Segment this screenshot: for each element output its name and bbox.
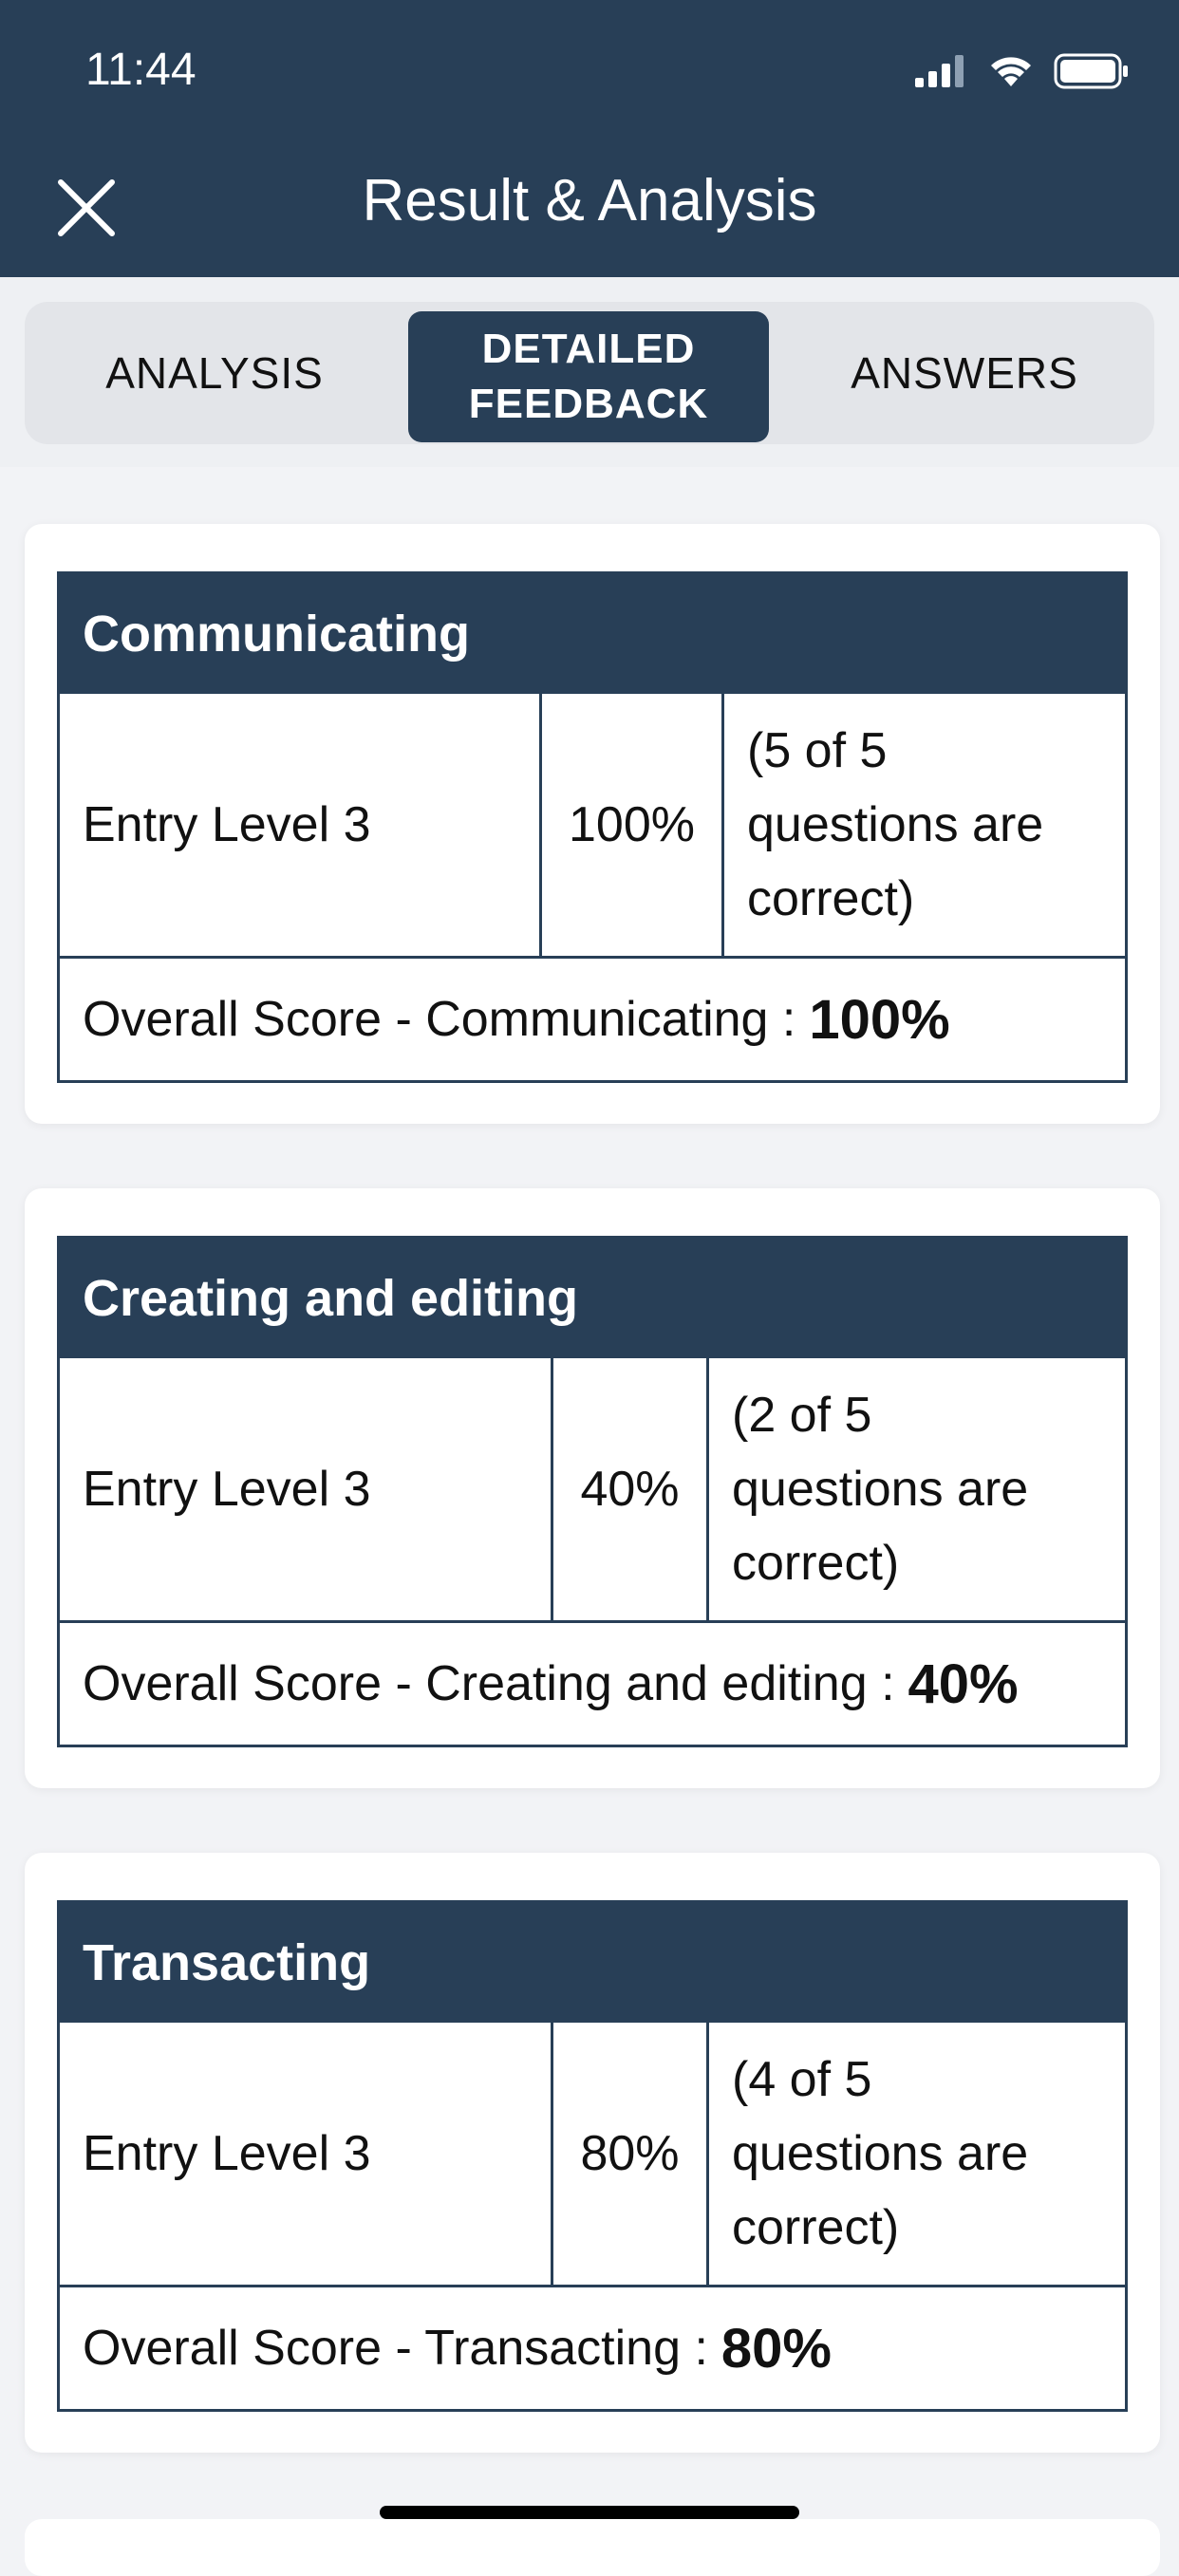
overall-score-row (60, 1623, 1125, 1745)
top-bar (0, 0, 1179, 277)
percent-cell: 40% (553, 1358, 709, 1620)
percent-cell: 100% (542, 694, 724, 956)
detail-line1: (4 of 5 (732, 2052, 872, 2107)
status-time: 11:44 (85, 45, 196, 95)
overall-score-row (60, 959, 1125, 1080)
level-cell: Entry Level 3 (60, 1358, 553, 1620)
overall-value: 40% (908, 1652, 1019, 1715)
level-cell: Entry Level 3 (60, 2023, 553, 2285)
section-title: Communicating (60, 574, 1125, 694)
wifi-icon (989, 55, 1033, 87)
tab-detailed-line1: DETAILED (481, 326, 696, 372)
tabs-container (0, 277, 1179, 467)
feedback-table (57, 571, 1128, 1083)
feedback-card-creating-and-editing (25, 1188, 1160, 1788)
detail-line2: questions are (732, 1462, 1029, 1517)
page-title: Result & Analysis (362, 168, 817, 233)
overall-label: Overall Score - Transacting : (83, 2321, 708, 2376)
detail-line2: questions are (747, 797, 1044, 852)
signal-icon (915, 55, 968, 87)
detail-line3: correct) (747, 871, 915, 926)
tab-analysis[interactable]: ANALYSIS (105, 348, 324, 398)
score-row (60, 2023, 1125, 2287)
tab-detailed-line2: FEEDBACK (468, 381, 709, 427)
detail-cell (709, 2023, 1125, 2285)
overall-value: 80% (720, 2317, 833, 2380)
feedback-card-communicating (25, 524, 1160, 1124)
tab-answers[interactable]: ANSWERS (851, 348, 1078, 398)
battery-icon (1054, 53, 1130, 89)
overall-label: Overall Score - Communicating : (83, 992, 796, 1047)
segmented-tabs (25, 302, 1154, 444)
feedback-card-transacting (25, 1853, 1160, 2453)
level-cell: Entry Level 3 (60, 694, 542, 956)
overall-label: Overall Score - Creating and editing : (83, 1656, 895, 1711)
score-row (60, 694, 1125, 959)
detail-line3: correct) (732, 2200, 900, 2255)
tab-detailed-feedback[interactable] (408, 311, 769, 442)
percent-cell: 80% (553, 2023, 709, 2285)
section-title: Transacting (60, 1903, 1125, 2023)
score-row (60, 1358, 1125, 1623)
detail-line2: questions are (732, 2126, 1029, 2181)
section-title: Creating and editing (60, 1239, 1125, 1358)
detail-line3: correct) (732, 1536, 900, 1591)
home-indicator[interactable] (380, 2506, 799, 2519)
overall-score-row (60, 2287, 1125, 2409)
detail-line1: (5 of 5 (747, 723, 888, 778)
detail-cell (724, 694, 1125, 956)
overall-value: 100% (809, 988, 950, 1051)
feedback-table (57, 1236, 1128, 1747)
detail-cell (709, 1358, 1125, 1620)
detail-line1: (2 of 5 (732, 1388, 872, 1443)
feedback-table (57, 1900, 1128, 2412)
status-icons (915, 53, 1130, 89)
next-card-peek (25, 2519, 1160, 2576)
